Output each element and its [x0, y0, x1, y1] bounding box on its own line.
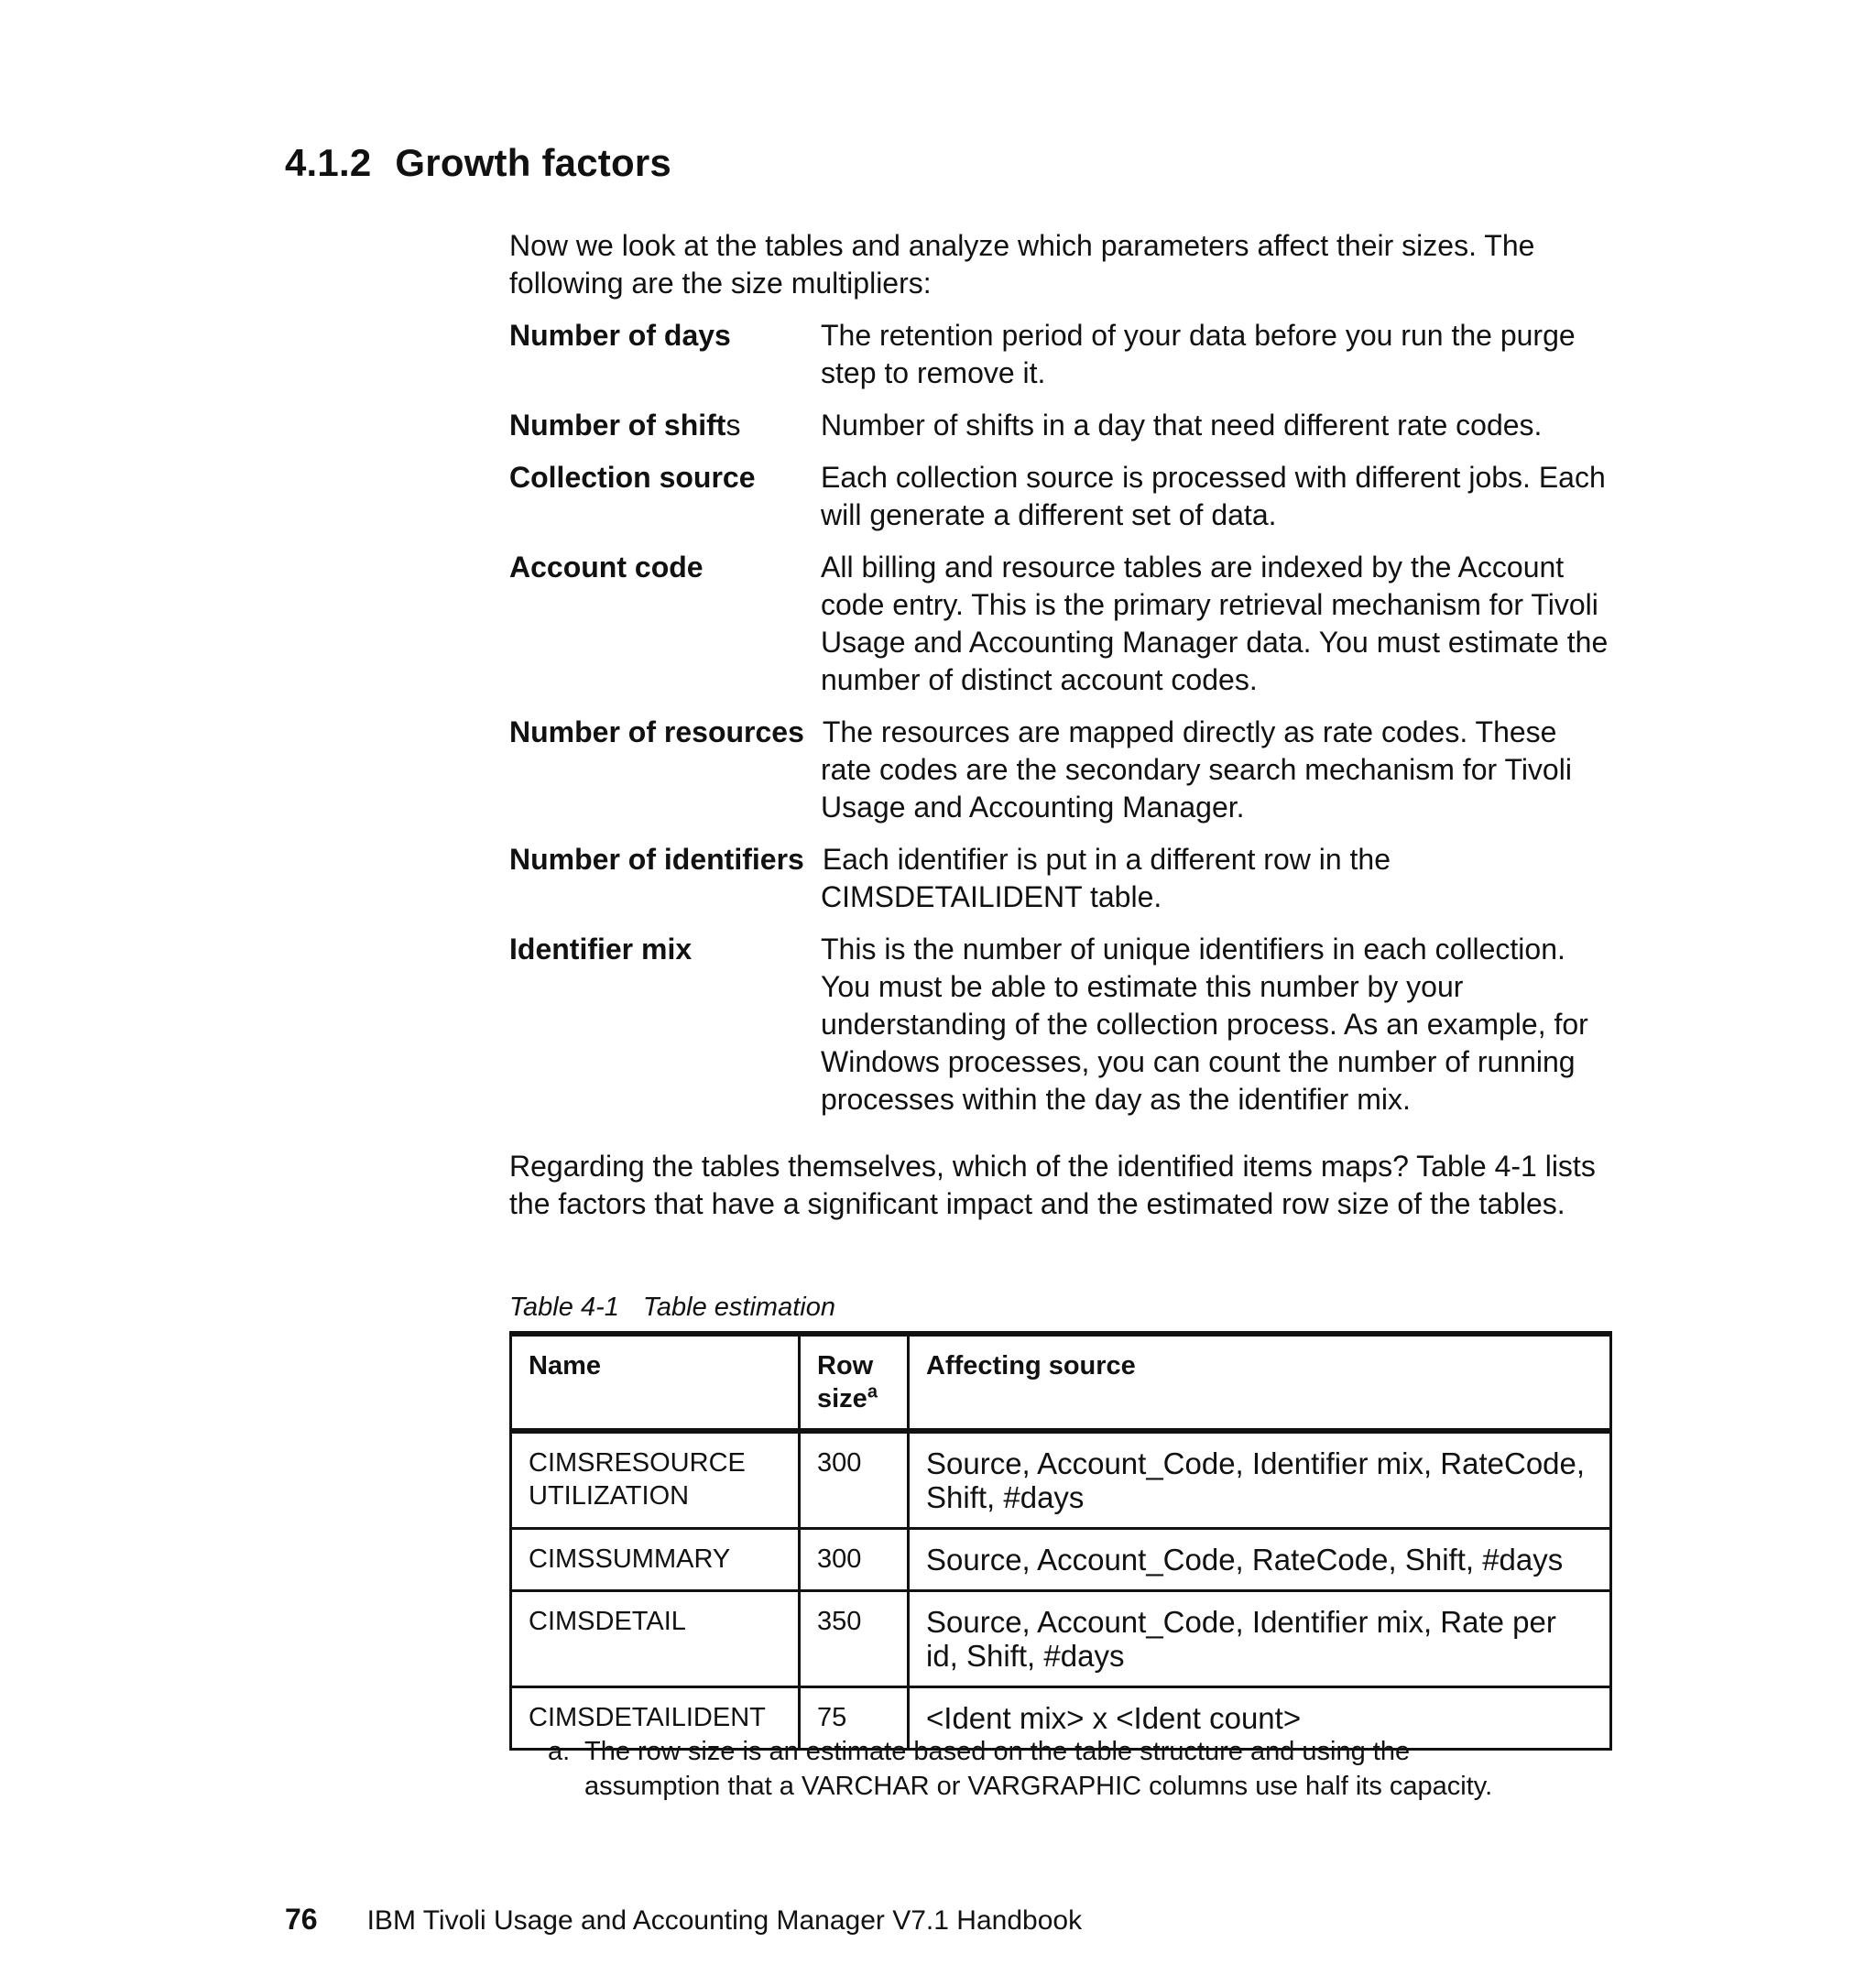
table-caption-title: Table estimation [642, 1293, 835, 1322]
definition-term-tail: s [725, 409, 741, 442]
definition-term: Identifier mix [509, 933, 693, 966]
definition-text: The retention period of your data before you run the purge step to remove it. [821, 319, 1576, 389]
cell-name: CIMSDETAIL [511, 1591, 800, 1687]
definition-term: Number of resources [509, 715, 804, 748]
table-caption-id: Table 4-1 [509, 1293, 619, 1322]
definition-text-first-line: The resources are mapped directly as rate codes. These [822, 715, 1557, 748]
definition-text [804, 841, 1618, 878]
table-header-row [511, 1334, 1611, 1431]
header-row-size-text: Row size [817, 1351, 874, 1413]
definition-term-bold: Number of shift [509, 409, 726, 442]
definition-term: Number of days [509, 319, 731, 352]
definition-term: Collection source [509, 461, 756, 494]
cell-affecting-source: Source, Account_Code, Identifier mix, RateCode, Shift, #days [909, 1431, 1611, 1529]
tables-paragraph: Regarding the tables themselves, which of the identified items maps? Table 4-1 lists the factors that have a significant impact and the estimated row size of the tables. [509, 1150, 1596, 1220]
definition-item [509, 841, 1618, 916]
cell-row-size: 300 [800, 1431, 909, 1529]
table-caption [509, 1293, 835, 1323]
cell-name: CIMSSUMMARY [511, 1529, 800, 1591]
definition-text: This is the number of unique identifiers in each collection. You must be able to estimate this number by your understanding of the collection process. As an example, for Windows processes, you can count the number of running processes within the day as the identifier mix. [821, 933, 1588, 1116]
definition-term [509, 407, 821, 444]
definition-item [509, 407, 1618, 444]
table-row [511, 1431, 1611, 1529]
footnote-mark: a. [548, 1737, 571, 1766]
table-estimation [509, 1331, 1612, 1751]
header-affecting-source: Affecting source [909, 1334, 1611, 1431]
page-footer [285, 1903, 1082, 1937]
cell-affecting-source: Source, Account_Code, RateCode, Shift, #days [909, 1529, 1611, 1591]
definition-text: All billing and resource tables are indexed by the Account code entry. This is the primary retrieval mechanism for Tivoli Usage and Accounting Manager data. You must estimate the number of distinct account codes. [821, 551, 1609, 696]
definition-term: Account code [509, 551, 704, 584]
definition-text-continuation [509, 751, 1618, 826]
definition-term: Number of identifiers [509, 843, 804, 876]
table-footnote [548, 1734, 1601, 1804]
footnote-line-1: The row size is an estimate based on the table structure and using the [584, 1737, 1411, 1766]
section-heading [285, 141, 671, 185]
header-name: Name [511, 1334, 800, 1431]
book-title: IBM Tivoli Usage and Accounting Manager V7.1 Handbook [366, 1905, 1083, 1936]
section-title-text: Growth factors [395, 141, 671, 184]
definition-text-rest: CIMSDETAILIDENT table. [821, 880, 1162, 913]
definition-text-continuation [509, 878, 1618, 916]
definition-item [509, 549, 1618, 699]
table-row [511, 1529, 1611, 1591]
header-row-size [800, 1334, 909, 1431]
cell-affecting-source: Source, Account_Code, Identifier mix, Rate per id, Shift, #days [909, 1591, 1611, 1687]
cell-row-size: 75 [800, 1687, 909, 1750]
cell-name: CIMSDETAILIDENT [511, 1687, 800, 1750]
cell-row-size: 350 [800, 1591, 909, 1687]
cell-row-size: 300 [800, 1529, 909, 1591]
definition-text-first-line: Each identifier is put in a different row in the [822, 843, 1391, 876]
definition-text-rest: rate codes are the secondary search mechanism for Tivoli Usage and Accounting Manager. [821, 753, 1572, 824]
section-number: 4.1.2 [285, 141, 372, 184]
definition-text [804, 714, 1618, 751]
definition-item [509, 714, 1618, 826]
footnote-line-2: assumption that a VARCHAR or VARGRAPHIC columns use half its capacity. [584, 1772, 1493, 1801]
cell-affecting-source: <Ident mix> x <Ident count> [909, 1687, 1611, 1750]
table-row [511, 1591, 1611, 1687]
header-row-size-note: a [867, 1381, 878, 1402]
definition-item [509, 931, 1618, 1118]
definition-item [509, 459, 1618, 534]
definition-text: Number of shifts in a day that need different rate codes. [821, 409, 1543, 442]
definition-text: Each collection source is processed with different jobs. Each will generate a different set of data. [821, 461, 1606, 531]
intro-paragraph: Now we look at the tables and analyze which parameters affect their sizes. The following are the size multipliers: [509, 229, 1535, 300]
cell-name: CIMSRESOURCE UTILIZATION [511, 1431, 800, 1529]
size-multipliers-list [509, 317, 1618, 1133]
definition-item [509, 317, 1618, 392]
page-number: 76 [285, 1903, 318, 1936]
